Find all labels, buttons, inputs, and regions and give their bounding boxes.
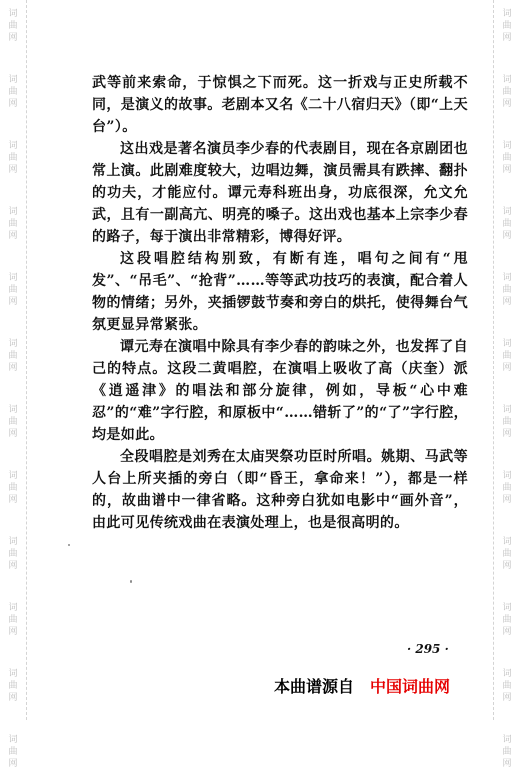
- watermark-char: 网: [8, 231, 18, 241]
- watermark-block: [0, 330, 26, 374]
- watermark-char: 曲: [502, 615, 512, 625]
- watermark-char: 网: [8, 495, 18, 505]
- watermark-char: 词: [502, 75, 512, 85]
- watermark-block: [494, 594, 520, 638]
- watermark-char: 网: [8, 693, 18, 703]
- watermark-char: 词: [8, 537, 18, 547]
- watermark-char: 网: [502, 627, 512, 637]
- watermark-char: 网: [8, 33, 18, 43]
- watermark-char: 词: [502, 669, 512, 679]
- watermark-char: 曲: [502, 483, 512, 493]
- watermark-char: 词: [8, 75, 18, 85]
- watermark-char: 曲: [8, 417, 18, 427]
- watermark-block: [0, 594, 26, 638]
- watermark-block: [494, 0, 520, 44]
- paragraph: 这段唱腔结构别致，有断有连，唱句之间有“甩发”、“吊毛”、“抢背”……等等武功技巧的表演，配合着人物的情绪；另外，夹插锣鼓节奏和旁白的烘托，使得舞台气氛更显异常紧张。: [92, 251, 468, 333]
- watermark-char: 词: [8, 141, 18, 151]
- watermark-block: [494, 330, 520, 374]
- watermark-char: 网: [502, 99, 512, 109]
- watermark-char: 词: [502, 273, 512, 283]
- watermark-char: 词: [8, 669, 18, 679]
- watermark-char: 词: [8, 471, 18, 481]
- watermark-char: 网: [502, 693, 512, 703]
- left-watermark-column: [0, 0, 27, 769]
- watermark-block: [494, 528, 520, 572]
- watermark-char: 词: [8, 735, 18, 745]
- watermark-char: 曲: [502, 21, 512, 31]
- watermark-char: 曲: [8, 549, 18, 559]
- watermark-char: 词: [502, 9, 512, 19]
- right-watermark-column: [493, 0, 520, 769]
- watermark-char: 词: [502, 141, 512, 151]
- watermark-block: [0, 396, 26, 440]
- watermark-char: 网: [8, 297, 18, 307]
- watermark-char: 网: [502, 561, 512, 571]
- watermark-char: 词: [8, 9, 18, 19]
- watermark-char: 词: [502, 735, 512, 745]
- watermark-char: 曲: [8, 747, 18, 757]
- paragraph: 这出戏是著名演员李少春的代表剧目，现在各京剧团也常上演。此剧难度较大，边唱边舞，演员需具有跌摔、翻扑的功夫，才能应付。谭元寿科班出身，功底很深，允文允武，且有一副高亢、明亮的嗓子。这出戏也基本上宗李少春的路子，每于演出非常精彩，博得好评。: [92, 141, 468, 245]
- watermark-char: 曲: [502, 153, 512, 163]
- watermark-char: 网: [502, 759, 512, 769]
- paragraph: 全段唱腔是刘秀在太庙哭祭功臣时所唱。姚期、马武等人台上所夹插的旁白（即“昏王，拿命来！”），都是一样的，故曲谱中一律省略。这种旁白犹如电影中“画外音”，由此可见传统戏曲在表演处理上，也是很高明的。: [92, 449, 468, 531]
- watermark-block: [0, 528, 26, 572]
- watermark-block: [494, 66, 520, 110]
- watermark-char: 曲: [502, 87, 512, 97]
- watermark-char: 词: [8, 273, 18, 283]
- watermark-char: 曲: [8, 483, 18, 493]
- watermark-char: 网: [8, 165, 18, 175]
- watermark-block: [0, 264, 26, 308]
- watermark-char: 网: [502, 165, 512, 175]
- watermark-char: 曲: [502, 219, 512, 229]
- watermark-char: 词: [502, 603, 512, 613]
- watermark-block: [0, 66, 26, 110]
- watermark-block: [494, 132, 520, 176]
- watermark-char: 曲: [8, 285, 18, 295]
- footer-source-text: 本曲谱源自: [274, 677, 355, 696]
- watermark-block: [0, 132, 26, 176]
- watermark-char: 网: [502, 297, 512, 307]
- watermark-char: 网: [8, 363, 18, 373]
- watermark-char: 曲: [8, 219, 18, 229]
- watermark-char: 词: [8, 207, 18, 217]
- watermark-char: 网: [8, 99, 18, 109]
- watermark-char: 曲: [502, 351, 512, 361]
- watermark-char: 曲: [8, 153, 18, 163]
- watermark-char: 网: [8, 561, 18, 571]
- paragraph: 武等前来索命，于惊惧之下而死。这一折戏与正史所载不同，是演义的故事。老剧本又名《二十八宿归天》（即“上天台”）。: [92, 75, 468, 135]
- watermark-char: 网: [502, 363, 512, 373]
- watermark-char: 网: [8, 759, 18, 769]
- watermark-char: 曲: [502, 417, 512, 427]
- watermark-block: [0, 0, 26, 44]
- watermark-block: [0, 660, 26, 704]
- watermark-block: [494, 264, 520, 308]
- watermark-char: 网: [502, 231, 512, 241]
- watermark-char: 曲: [8, 87, 18, 97]
- watermark-block: [494, 396, 520, 440]
- watermark-char: 词: [502, 339, 512, 349]
- watermark-block: [0, 462, 26, 506]
- watermark-char: 网: [502, 429, 512, 439]
- watermark-block: [494, 726, 520, 770]
- watermark-block: [494, 462, 520, 506]
- page-number: · 295 ·: [407, 642, 449, 656]
- watermark-char: 曲: [502, 681, 512, 691]
- scan-speck: [68, 544, 70, 546]
- watermark-char: 网: [502, 33, 512, 43]
- paragraph: 谭元寿在演唱中除具有李少春的韵味之外，也发挥了自己的特点。这段二黄唱腔，在演唱上吸收了高（庆奎）派《逍遥津》的唱法和部分旋律，例如，导板“心中难忍”的“难”字行腔，和原板中“……错斩了”的“了”字行腔，均是如此。: [92, 339, 468, 443]
- watermark-char: 网: [8, 627, 18, 637]
- watermark-char: 曲: [8, 615, 18, 625]
- scan-speck: [130, 580, 132, 583]
- watermark-char: 曲: [8, 351, 18, 361]
- watermark-char: 词: [8, 339, 18, 349]
- watermark-block: [494, 198, 520, 242]
- watermark-block: [0, 198, 26, 242]
- watermark-char: 曲: [8, 21, 18, 31]
- watermark-char: 曲: [502, 285, 512, 295]
- watermark-char: 词: [8, 603, 18, 613]
- watermark-char: 词: [502, 537, 512, 547]
- watermark-char: 网: [8, 429, 18, 439]
- watermark-char: 词: [502, 471, 512, 481]
- watermark-char: 词: [502, 405, 512, 415]
- source-footer: [274, 675, 514, 699]
- watermark-char: 网: [502, 495, 512, 505]
- watermark-block: [0, 726, 26, 770]
- page-body: [92, 72, 468, 534]
- watermark-char: 词: [502, 207, 512, 217]
- watermark-char: 曲: [8, 681, 18, 691]
- footer-brand-text: 中国词曲网: [370, 677, 451, 696]
- watermark-char: 曲: [502, 549, 512, 559]
- watermark-char: 曲: [502, 747, 512, 757]
- watermark-char: 词: [8, 405, 18, 415]
